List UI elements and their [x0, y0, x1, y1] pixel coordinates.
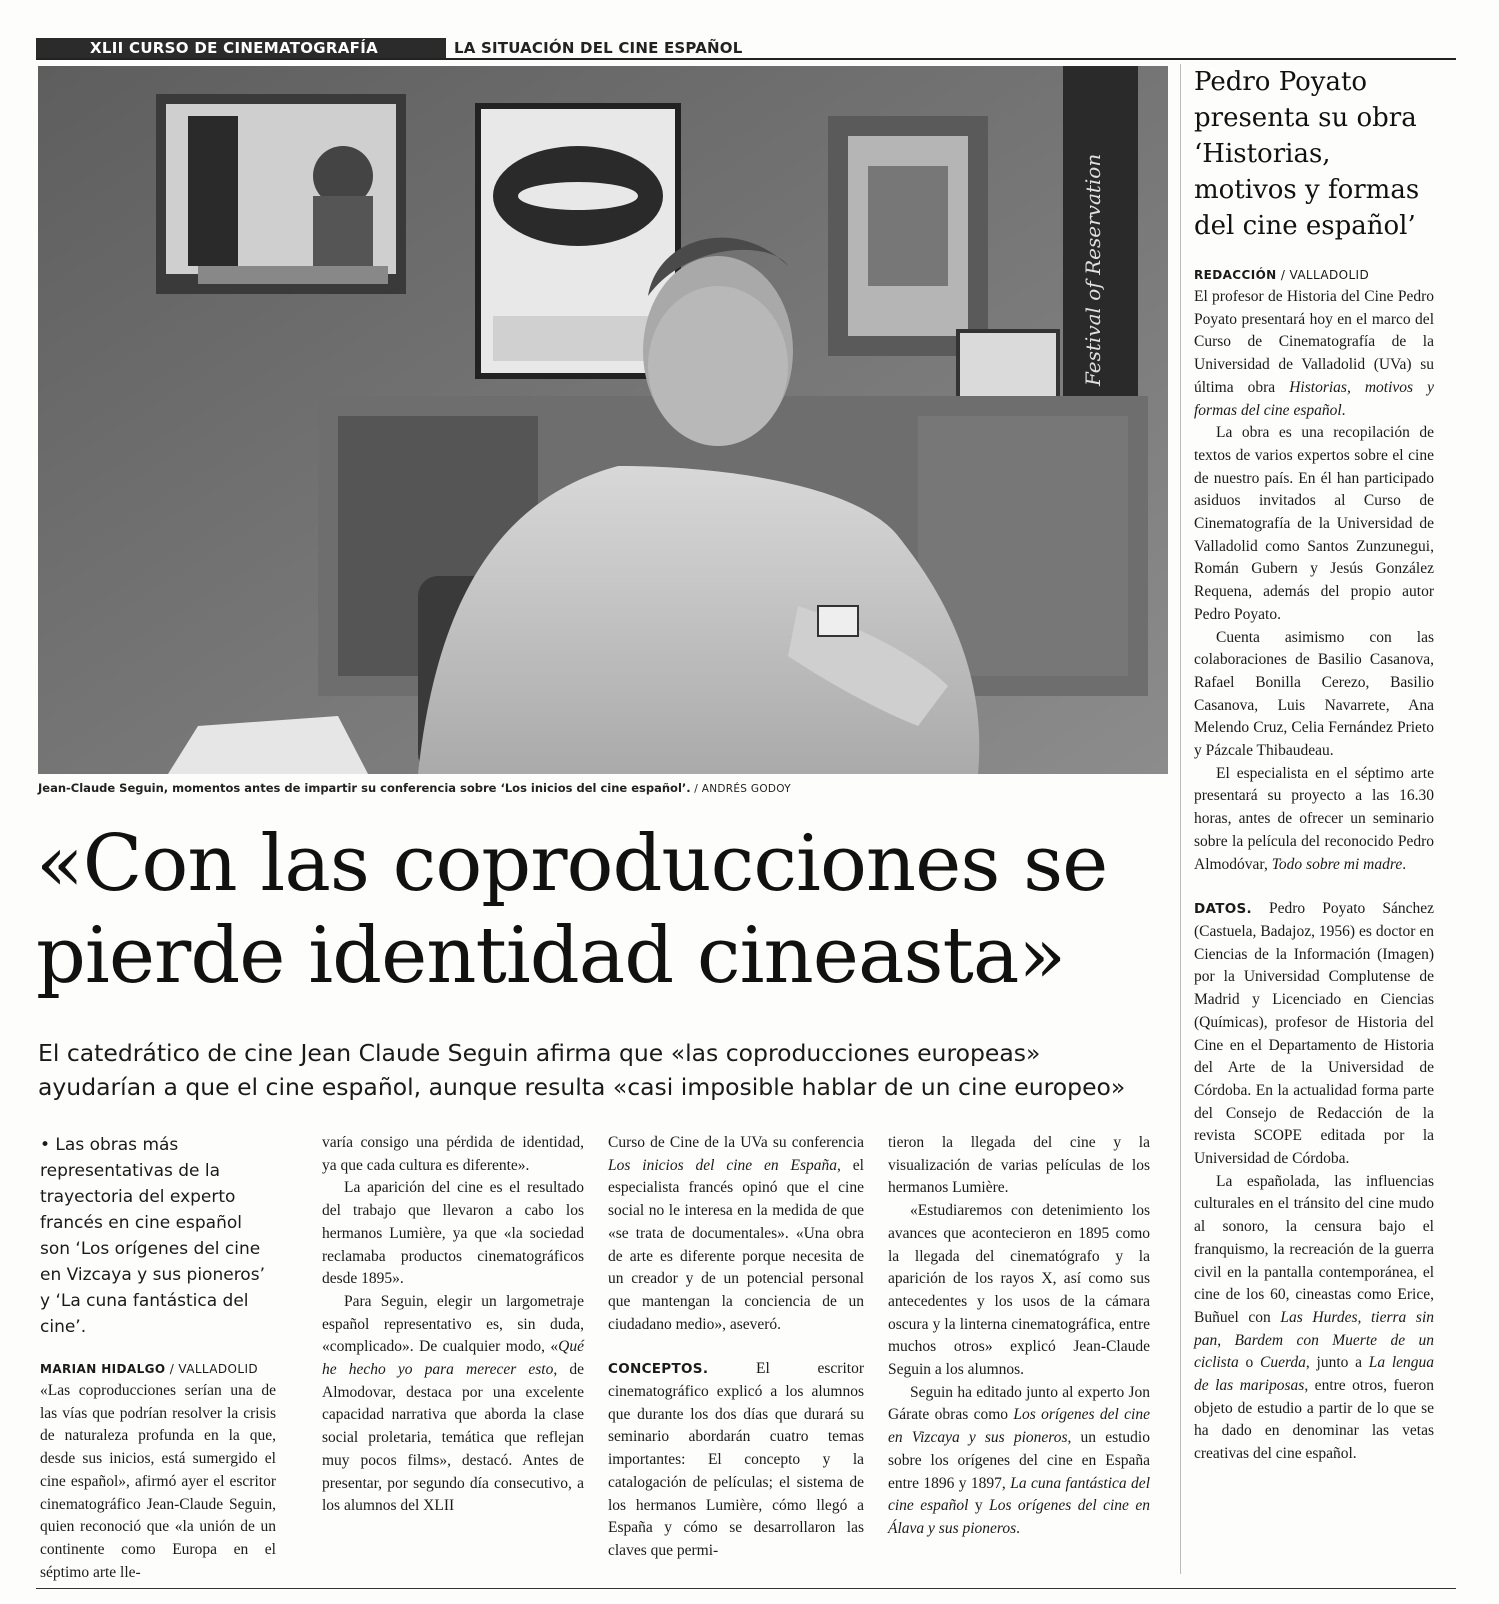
text-run: La españolada, las influencias culturales en el tránsito del cine mudo al sonoro, la censura bajo el franquismo, la recreación de la guerra civil en la pantalla contemporánea, el cine de los 60, cineastas como Erice, Buñuel con [1194, 1172, 1434, 1326]
film-title: Cuerda [1259, 1354, 1306, 1372]
paragraph [1194, 1171, 1434, 1466]
sidebar-title: Pedro Poyato presenta su obra ‘Historias, motivos y formas del cine español’ [1194, 67, 1420, 241]
paragraph [1194, 898, 1434, 1170]
paragraph: «Estudiaremos con detenimiento los avances que acontecieron en 1895 como la llegada del cinematógrafo y la aparición de los rayos X, así como sus antecedentes y los usos de la cámara oscura y la linterna cinematográfica, entre muchos otros» explicó Jean-Claude Seguin a los alumnos. [888, 1202, 1150, 1379]
bottom-rule [36, 1588, 1456, 1589]
text-run: o [1238, 1354, 1260, 1372]
section-lead: DATOS. [1194, 901, 1252, 918]
paragraph [608, 1358, 864, 1562]
book-title: Los orígenes del cine en Vizcaya y sus pioneros [888, 1406, 1150, 1447]
headline-line-2: pierde identidad cineasta» [36, 911, 1066, 1001]
text-run: , [1217, 1331, 1235, 1349]
article-column-1 [40, 1132, 276, 1584]
film-title: Qué he hecho yo para merecer esto [322, 1338, 584, 1379]
subheadline-line-1: El catedrático de cine Jean Claude Seguin afirma que «las coproducciones europeas» [38, 1039, 1041, 1067]
byline-place: / VALLADOLID [1276, 268, 1370, 282]
article-byline [40, 1358, 276, 1380]
book-title: Historias, motivos y formas del cine español [1194, 378, 1434, 419]
text-run: Curso de Cine de la UVa su conferencia [608, 1134, 864, 1151]
paragraph: La aparición del cine es el resultado del trabajo que llevaron a cabo los hermanos Lumière, ya que «la sociedad reclamaba productos cinematográficos desde 1895». [322, 1179, 584, 1288]
paragraph [888, 1382, 1150, 1541]
paragraph: «Las coproducciones serían una de las vías que podrían resolver la crisis de naturaleza profunda en la que, desde sus inicios, está sumergido el cine español», afirmó ayer el escritor cinematográfico Jean-Claude Seguin, quien reconoció que «la unión de un continente como Europa en el séptimo arte lle- [40, 1382, 276, 1581]
text-run: Seguin ha editado junto al experto Jon Gárate obras como [888, 1383, 1150, 1424]
section-lead: CONCEPTOS. [608, 1361, 709, 1378]
photo-credit: / ANDRÉS GODOY [694, 783, 792, 795]
book-title: Los orígenes del cine en Álava y sus pioneros [888, 1497, 1150, 1537]
article-column-3 [608, 1132, 864, 1563]
sidebar-body [1194, 264, 1434, 1466]
paragraph [1194, 763, 1434, 877]
text-run: Para Seguin, elegir un largometraje español representativo es, sin duda, «complicado». De cualquier modo, « [322, 1292, 584, 1356]
sidebar-byline [1194, 264, 1434, 286]
headline-line-1: «Con las coproducciones se [36, 819, 1108, 909]
poster-text: Festival of Reservation [1081, 153, 1105, 386]
conference-title: Los inicios del cine en España [608, 1156, 838, 1174]
paragraph [1194, 286, 1434, 422]
text-run: . [1402, 855, 1407, 873]
text-run: Pedro Poyato Sánchez (Castuela, Badajoz, 1956) es doctor en Ciencias de la Información (Imagen) por la Universidad Complutense de Madrid y Licenciado en Ciencias (Químicas), profesor de Historia del Cine en el Departamento de Historia del Arte de la Universidad de Córdoba. En la actualidad forma parte del Consejo de Redacción de la revista SCOPE editada por la Universidad de Córdoba. [1194, 900, 1434, 1168]
column-divider [1180, 64, 1181, 1574]
text-run: El profesor de Historia del Cine Pedro Poyato presentará hoy en el marco del Curso de Cinematografía de la Universidad de Valladolid (UVa) su última obra [1194, 288, 1434, 396]
highlight-bullet: • Las obras más representativas de la trayectoria del experto francés en cine español son ‘Los orígenes del cine en Vizcaya y sus pioneros’ y ‘La cuna fantástica del cine’. [40, 1135, 265, 1337]
book-title: La cuna fantástica del cine español [888, 1474, 1150, 1515]
paragraph: Cuenta asimismo con las colaboraciones de Basilio Casanova, Rafael Bonilla Cerezo, Basilio Casanova, Luis Navarrete, Ana Melendo Cruz, Celia Fernández Prieto y Pázcale Thibaudeau. [1194, 628, 1434, 760]
text-run: . [1016, 1519, 1021, 1537]
text-run: . [1341, 401, 1346, 419]
article-column-2 [322, 1132, 584, 1518]
text-run: , junto a [1305, 1354, 1369, 1372]
film-title: Las Hurdes, tierra sin pan [1194, 1308, 1435, 1349]
film-title: Todo sobre mi madre [1271, 855, 1403, 873]
byline-place: / VALLADOLID [165, 1362, 259, 1376]
kicker-label: XLII CURSO DE CINEMATOGRAFÍA [36, 38, 446, 58]
paragraph [608, 1132, 864, 1336]
sidebar-article [1194, 64, 1434, 1466]
article-column-4 [888, 1132, 1150, 1541]
paragraph: tieron la llegada del cine y la visualización de varias películas de los hermanos Lumière. [888, 1134, 1150, 1197]
caption-text: Jean-Claude Seguin, momentos antes de impartir su conferencia sobre ‘Los inicios del cine español’. [38, 781, 691, 795]
text-run: El especialista en el séptimo arte presentará su proyecto a las 16.30 horas, antes de ofrecer un seminario sobre la película del reconocido Pedro Almodóvar, [1194, 764, 1434, 873]
film-title: Bardem con Muerte de un ciclista [1194, 1331, 1434, 1372]
headline [36, 818, 1176, 1002]
byline-name: REDACCIÓN [1194, 268, 1277, 282]
paragraph: varía consigo una pérdida de identidad, ya que cada cultura es diferente». [322, 1134, 584, 1174]
byline-name: MARIAN HIDALGO [40, 1362, 166, 1376]
paragraph: La obra es una recopilación de textos de varios expertos sobre el cine de nuestro país. En él han participado asiduos invitados al Curso de Cinematografía de la Universidad de Valladolid como Santos Zunzunegui, Román Gubern y Jesús González Requena, además del propio autor Pedro Poyato. [1194, 424, 1434, 623]
photo-illustration [38, 66, 1168, 774]
text-run: , de Almodovar, destaca por una excelente capacidad narrativa que aborda la clase social proletaria, temática que reflejan muy pocos films», destacó. Antes de presentar, por segundo día consecutivo, a los alumnos del XLII [322, 1361, 584, 1515]
text-run: El escritor cinematográfico explicó a los alumnos que durante los dos días que durará su seminario abordarán cuatro temas importantes: El concepto y la catalogación de películas; el sistema de los hermanos Lumière, cómo llegó a España y cómo se desarrollaron las claves que permi- [608, 1360, 864, 1559]
text-run: , entre otros, fueron objeto de estudio a partir de lo que se ha dado en denominar las vetas creativas del cine español. [1194, 1377, 1434, 1463]
subheadline-line-2: ayudarían a que el cine español, aunque resulta «casi imposible hablar de un cine europeo» [38, 1073, 1126, 1101]
article-photo [38, 66, 1168, 774]
film-title: La lengua de las mariposas [1194, 1354, 1434, 1395]
paragraph [322, 1291, 584, 1518]
text-run: y [968, 1497, 990, 1515]
section-label: LA SITUACIÓN DEL CINE ESPAÑOL [454, 39, 743, 57]
text-run: , un estudio sobre los orígenes del cine en España entre 1896 y 1897, [888, 1429, 1150, 1492]
photo-caption [38, 780, 1168, 797]
subheadline [38, 1036, 1178, 1104]
text-run: , el especialista francés opinó que el cine social no le interesa en la medida de que «se trata de documentales». «Una obra de arte es diferente porque necesita de un creador y de un potencial personal que mantengan la conciencia de un ciudadano medio», aseveró. [608, 1156, 864, 1333]
section-header [36, 38, 1456, 60]
